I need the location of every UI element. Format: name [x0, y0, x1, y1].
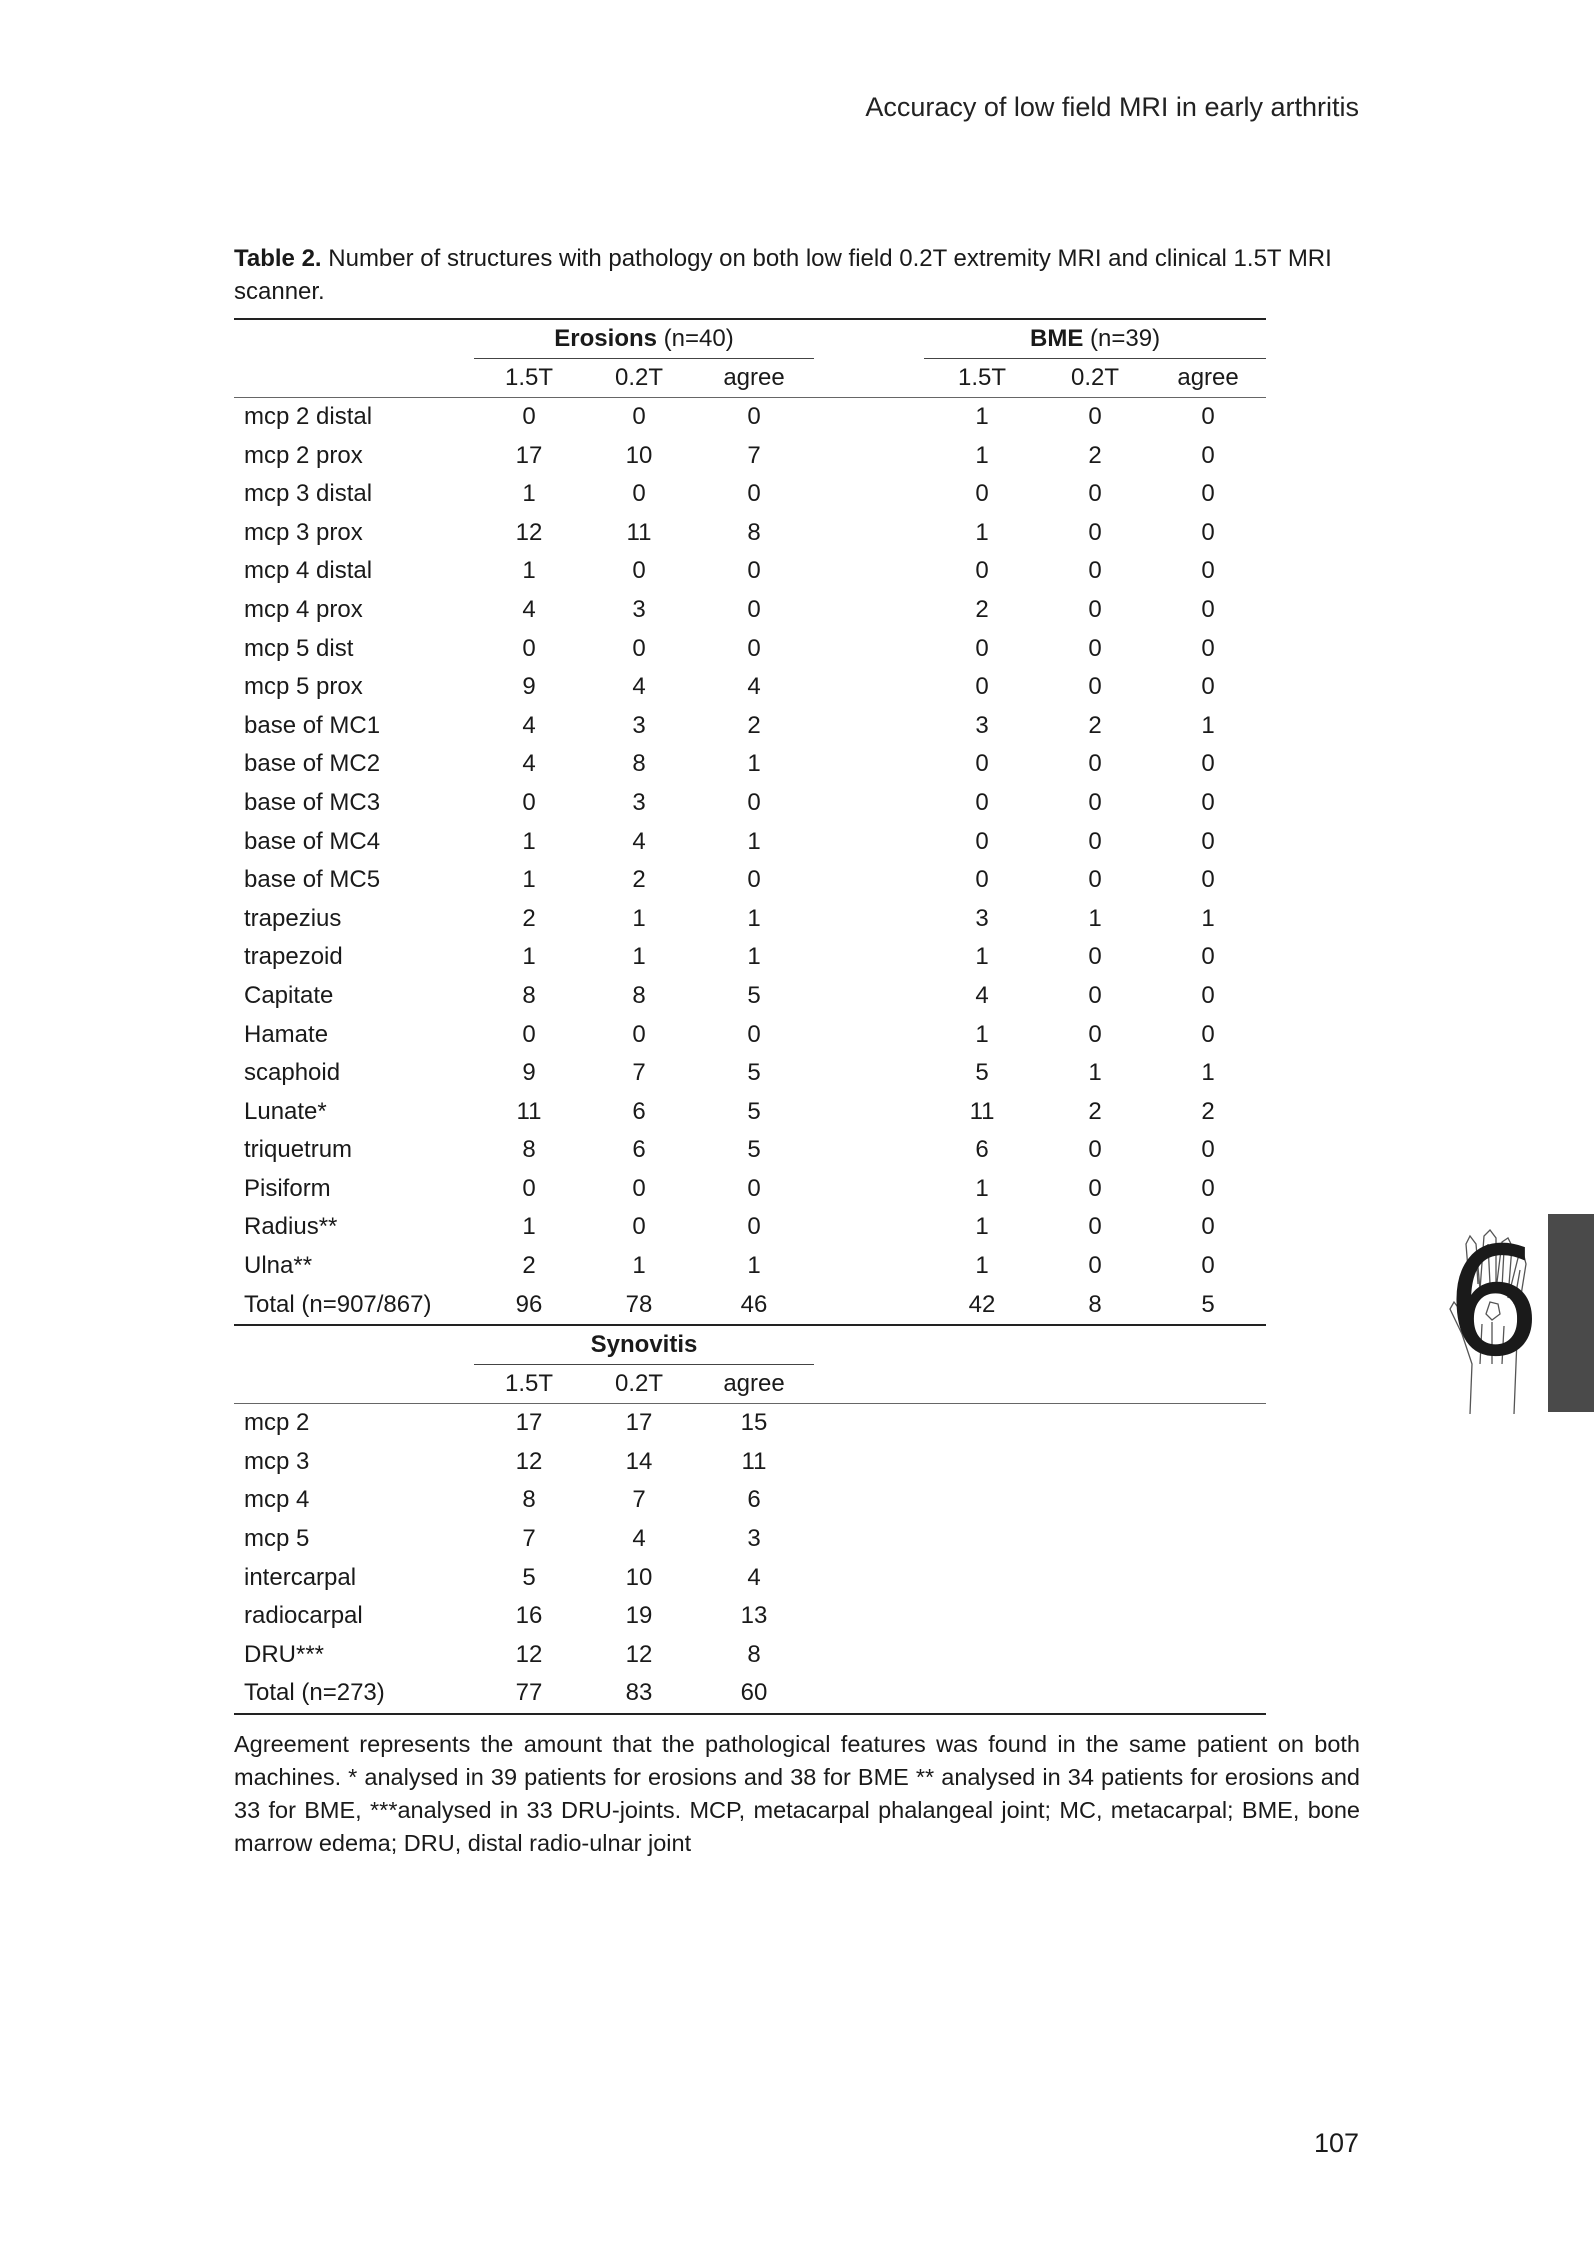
- table-cell: 0: [975, 480, 989, 508]
- table-cell: 4: [632, 827, 646, 855]
- table-cell: 0: [1201, 981, 1215, 1009]
- table-cell: 83: [584, 1674, 694, 1714]
- col-header: 0.2T: [1040, 359, 1150, 398]
- table-row: [234, 823, 1266, 862]
- table-cell: 0: [747, 1020, 761, 1048]
- table-cell: 17: [625, 1409, 653, 1437]
- table-cell: 1: [522, 866, 536, 894]
- table-cell: 1: [747, 904, 761, 932]
- table-cell: 1: [975, 1020, 989, 1048]
- table-row: [234, 437, 1266, 476]
- row-label: Total (n=907/867): [234, 1286, 474, 1326]
- table-cell: 2: [747, 711, 761, 739]
- row-label: radiocarpal: [244, 1602, 363, 1630]
- table-cell: 0: [1088, 557, 1102, 585]
- row-label: mcp 5: [244, 1525, 310, 1553]
- table-cell: 0: [1201, 1136, 1215, 1164]
- table-row: [234, 1443, 1266, 1482]
- table-cell: 42: [924, 1286, 1040, 1326]
- table-cell: 1: [632, 1252, 646, 1280]
- table-row: [234, 591, 1266, 630]
- table-cell: 0: [1201, 403, 1215, 430]
- table-cell: 1: [975, 403, 989, 430]
- caption-label: Table 2.: [234, 245, 322, 272]
- row-label: trapezoid: [244, 943, 343, 971]
- table-cell: 1: [747, 943, 761, 971]
- table-cell: 8: [747, 1640, 761, 1668]
- table-cell: 3: [975, 904, 989, 932]
- row-label: mcp 4 prox: [244, 595, 363, 623]
- row-label: mcp 4 distal: [244, 557, 373, 585]
- table-cell: 5: [975, 1059, 989, 1087]
- table-row: [234, 1131, 1266, 1170]
- table-cell: 8: [1040, 1286, 1150, 1326]
- table-cell: 0: [1088, 595, 1102, 623]
- table-cell: 46: [694, 1286, 814, 1326]
- table-cell: 0: [1201, 557, 1215, 585]
- table-row: [234, 1404, 1266, 1443]
- table-cell: 1: [1088, 904, 1102, 932]
- table-cell: 3: [632, 595, 646, 623]
- table-cell: 6: [747, 1486, 761, 1514]
- table-cell: 9: [522, 1059, 536, 1087]
- group-header-row: [234, 319, 1266, 359]
- table-cell: 0: [1201, 673, 1215, 701]
- table-cell: 0: [522, 634, 536, 662]
- row-label: Pisiform: [244, 1174, 331, 1202]
- table-row: [234, 552, 1266, 591]
- table-cell: 0: [632, 1213, 646, 1241]
- table-cell: 7: [632, 1486, 646, 1514]
- table-cell: 14: [625, 1447, 653, 1475]
- table-cell: 0: [1201, 1252, 1215, 1280]
- table-row: [234, 745, 1266, 784]
- table-cell: 2: [975, 595, 989, 623]
- table-row: [234, 1093, 1266, 1132]
- table-cell: 12: [625, 1640, 653, 1668]
- column-header-row: [234, 359, 1266, 398]
- table-cell: 7: [747, 441, 761, 469]
- table-cell: 0: [747, 557, 761, 585]
- page-number: 107: [1313, 2128, 1359, 2158]
- table-cell: 0: [1088, 1252, 1102, 1280]
- row-label: mcp 3: [244, 1447, 310, 1475]
- table-cell: 1: [1201, 904, 1215, 932]
- table-cell: 0: [1088, 403, 1102, 430]
- table-cell: 1: [975, 1174, 989, 1202]
- table-row: [234, 784, 1266, 823]
- table-caption: [234, 242, 1360, 308]
- table-cell: 8: [522, 981, 536, 1009]
- table-cell: 0: [522, 788, 536, 816]
- table-cell: 4: [522, 595, 536, 623]
- table-cell: 77: [474, 1674, 584, 1714]
- table-cell: 0: [747, 1174, 761, 1202]
- table-cell: 11: [626, 518, 652, 546]
- table-cell: 3: [747, 1525, 761, 1553]
- table-cell: 0: [1088, 1213, 1102, 1241]
- synovitis-group-name: Synovitis: [590, 1331, 698, 1359]
- row-label: mcp 3 prox: [244, 518, 363, 546]
- col-header: agree: [694, 359, 814, 398]
- table-cell: 8: [747, 518, 761, 546]
- table-cell: 0: [1201, 750, 1215, 778]
- row-label: mcp 2: [244, 1409, 310, 1437]
- table-cell: 96: [474, 1286, 584, 1326]
- table-row: [234, 1170, 1266, 1209]
- row-label: base of MC4: [244, 827, 381, 855]
- row-label: base of MC5: [244, 866, 381, 894]
- table-cell: 0: [1088, 480, 1102, 508]
- table-cell: 4: [522, 711, 536, 739]
- chapter-number: 6: [1446, 1216, 1542, 1390]
- col-header: agree: [1150, 359, 1266, 398]
- table-row: [234, 1481, 1266, 1520]
- table-cell: 0: [1088, 866, 1102, 894]
- table-cell: 6: [632, 1136, 646, 1164]
- table-cell: 5: [747, 1059, 761, 1087]
- table-cell: 0: [1201, 827, 1215, 855]
- row-label: DRU***: [244, 1640, 325, 1668]
- row-label: mcp 2 prox: [244, 441, 363, 469]
- table-footnote: Agreement represents the amount that the pathological features was found in the same patient on both machines. * analysed in 39 patients for erosions and 38 for BME ** analysed in 34 patients for erosions and 33 for BME, ***analysed in 33 DRU-joints. MCP, metacarpal phalangeal joint; MC, metacarpal; BME, bone marrow edema; DRU, distal radio-ulnar joint: [234, 1731, 1360, 1856]
- table-cell: 0: [1201, 1213, 1215, 1241]
- table-cell: 4: [747, 1563, 761, 1591]
- table-cell: 17: [515, 1409, 543, 1437]
- row-label: intercarpal: [244, 1563, 357, 1591]
- bme-group-name: BME: [1030, 325, 1084, 352]
- table-cell: 0: [975, 673, 989, 701]
- table-cell: 19: [625, 1602, 653, 1630]
- table-cell: 0: [1201, 866, 1215, 894]
- table-cell: 1: [632, 904, 646, 932]
- table-cell: 11: [741, 1447, 767, 1475]
- table-cell: 1: [1088, 1059, 1102, 1087]
- table-cell: 0: [747, 480, 761, 508]
- table-cell: 7: [522, 1525, 536, 1553]
- table-row: [234, 630, 1266, 669]
- table-cell: 0: [1088, 518, 1102, 546]
- table-cell: 10: [625, 1563, 653, 1591]
- table-cell: 0: [1201, 595, 1215, 623]
- table-cell: 9: [522, 673, 536, 701]
- table-cell: 2: [1088, 1097, 1102, 1125]
- table-cell: 7: [632, 1059, 646, 1087]
- table-cell: 0: [1088, 943, 1102, 971]
- table-cell: 0: [747, 1213, 761, 1241]
- row-label: Radius**: [244, 1213, 338, 1241]
- table-cell: 0: [747, 634, 761, 662]
- col-header: agree: [694, 1365, 814, 1404]
- table-row: [234, 514, 1266, 553]
- table-row: [234, 1559, 1266, 1598]
- table-cell: 13: [740, 1602, 768, 1630]
- table-cell: 4: [632, 1525, 646, 1553]
- col-header: 0.2T: [584, 1365, 694, 1404]
- table-cell: 0: [747, 403, 761, 430]
- table-row: [234, 1208, 1266, 1247]
- table-cell: 0: [632, 480, 646, 508]
- row-label: base of MC3: [244, 788, 381, 816]
- table-cell: 0: [632, 557, 646, 585]
- table-cell: 17: [515, 441, 543, 469]
- table-row: [234, 1016, 1266, 1055]
- table-row: [234, 861, 1266, 900]
- bme-group-n: (n=39): [1083, 325, 1161, 352]
- table-cell: 0: [1088, 1174, 1102, 1202]
- table-cell: 1: [522, 943, 536, 971]
- col-header: 1.5T: [924, 359, 1040, 398]
- table-cell: 1: [747, 750, 761, 778]
- table-cell: 4: [522, 750, 536, 778]
- table-cell: 0: [632, 403, 646, 430]
- table-row: [234, 900, 1266, 939]
- table-row: [234, 707, 1266, 746]
- chapter-tab: [1548, 1214, 1594, 1412]
- row-label: triquetrum: [244, 1136, 353, 1164]
- table-cell: 5: [1150, 1286, 1266, 1326]
- table-cell: 0: [1201, 480, 1215, 508]
- table-cell: 11: [516, 1097, 542, 1125]
- table-cell: 0: [1088, 827, 1102, 855]
- table-cell: 1: [522, 1213, 536, 1241]
- col-header: 0.2T: [584, 359, 694, 398]
- running-title: Accuracy of low field MRI in early arthritis: [865, 92, 1359, 122]
- table-row: [234, 938, 1266, 977]
- row-label: Capitate: [244, 981, 334, 1009]
- table-cell: 0: [747, 866, 761, 894]
- table-cell: 0: [747, 595, 761, 623]
- table-cell: 1: [975, 518, 989, 546]
- row-label: mcp 3 distal: [244, 480, 373, 508]
- table-cell: 1: [632, 943, 646, 971]
- table-cell: 1: [975, 943, 989, 971]
- table-cell: 0: [1201, 518, 1215, 546]
- row-label: Lunate*: [244, 1097, 327, 1125]
- table-cell: 1: [1201, 711, 1215, 739]
- row-label: base of MC1: [244, 711, 381, 739]
- table-cell: 8: [632, 981, 646, 1009]
- table-cell: 0: [632, 634, 646, 662]
- synovitis-column-header-row: [234, 1365, 1266, 1404]
- table-row: [234, 1520, 1266, 1559]
- table-cell: 4: [632, 673, 646, 701]
- table-cell: 0: [1088, 634, 1102, 662]
- table-cell: 0: [1088, 1020, 1102, 1048]
- table-cell: 6: [975, 1136, 989, 1164]
- table-row: [234, 1054, 1266, 1093]
- table-cell: 12: [515, 518, 543, 546]
- table-cell: 5: [747, 1097, 761, 1125]
- table-cell: 15: [740, 1409, 768, 1437]
- table-cell: 0: [1088, 750, 1102, 778]
- table-cell: 2: [522, 904, 536, 932]
- table-cell: 8: [522, 1136, 536, 1164]
- table-cell: 60: [694, 1674, 814, 1714]
- table-cell: 0: [975, 634, 989, 662]
- table-cell: 3: [975, 711, 989, 739]
- table-cell: 0: [975, 557, 989, 585]
- row-label: mcp 4: [244, 1486, 310, 1514]
- table-cell: 6: [632, 1097, 646, 1125]
- table-cell: 2: [1088, 711, 1102, 739]
- table-cell: 2: [1201, 1097, 1215, 1125]
- table-cell: 1: [522, 480, 536, 508]
- table-cell: 10: [625, 441, 653, 469]
- table-cell: 78: [584, 1286, 694, 1326]
- table-cell: 12: [515, 1447, 543, 1475]
- table-cell: 5: [747, 981, 761, 1009]
- row-label: Ulna**: [244, 1252, 313, 1280]
- table-cell: 8: [632, 750, 646, 778]
- caption-text: Number of structures with pathology on both low field 0.2T extremity MRI and clinical 1.5T MRI scanner.: [234, 245, 1332, 305]
- table-row: [234, 977, 1266, 1016]
- row-label: mcp 5 dist: [244, 634, 354, 662]
- table-cell: 0: [1201, 1174, 1215, 1202]
- table-cell: 1: [522, 557, 536, 585]
- table-cell: 0: [632, 1020, 646, 1048]
- table-row: [234, 1674, 1266, 1714]
- table-cell: 0: [522, 1174, 536, 1202]
- table-cell: 0: [975, 827, 989, 855]
- table-cell: 3: [632, 711, 646, 739]
- table-cell: 0: [1201, 788, 1215, 816]
- table-cell: 0: [522, 403, 536, 430]
- table-cell: 3: [632, 788, 646, 816]
- table-cell: 0: [975, 866, 989, 894]
- table-cell: 0: [632, 1174, 646, 1202]
- table-cell: 0: [1088, 673, 1102, 701]
- table-cell: 1: [522, 827, 536, 855]
- table-cell: 11: [969, 1097, 995, 1125]
- erosions-group-name: Erosions: [554, 325, 657, 352]
- erosions-group-n: (n=40): [657, 325, 734, 352]
- row-label: trapezius: [244, 904, 342, 932]
- table-cell: 0: [1088, 788, 1102, 816]
- table-cell: 4: [747, 673, 761, 701]
- synovitis-group-row: [234, 1325, 1266, 1365]
- row-label: Total (n=273): [234, 1674, 474, 1714]
- table-cell: 1: [1201, 1059, 1215, 1087]
- table-cell: 0: [1201, 634, 1215, 662]
- table-row: [234, 668, 1266, 707]
- table-cell: 4: [975, 981, 989, 1009]
- table-row: [234, 398, 1266, 437]
- table-cell: 0: [1201, 943, 1215, 971]
- table-row: [234, 475, 1266, 514]
- col-header: 1.5T: [474, 359, 584, 398]
- table-cell: 0: [1088, 981, 1102, 1009]
- results-table: [234, 318, 1266, 1715]
- table-row: [234, 1286, 1266, 1326]
- table-row: [234, 1247, 1266, 1286]
- table-cell: 2: [1088, 441, 1102, 469]
- table-cell: 1: [975, 1213, 989, 1241]
- table-cell: 0: [747, 788, 761, 816]
- row-label: mcp 5 prox: [244, 673, 363, 701]
- table-cell: 0: [1088, 1136, 1102, 1164]
- table-cell: 16: [515, 1602, 543, 1630]
- table-cell: 0: [1201, 1020, 1215, 1048]
- table-cell: 5: [747, 1136, 761, 1164]
- table-row: [234, 1597, 1266, 1636]
- table-cell: 0: [522, 1020, 536, 1048]
- table-cell: 12: [515, 1640, 543, 1668]
- table-cell: 0: [975, 750, 989, 778]
- table-cell: 2: [632, 866, 646, 894]
- table-cell: 1: [975, 1252, 989, 1280]
- table-cell: 1: [747, 827, 761, 855]
- row-label: Hamate: [244, 1020, 329, 1048]
- row-label: scaphoid: [244, 1059, 341, 1087]
- col-header: 1.5T: [474, 1365, 584, 1404]
- table-cell: 1: [975, 441, 989, 469]
- table-cell: 8: [522, 1486, 536, 1514]
- table-cell: 2: [522, 1252, 536, 1280]
- table-cell: 5: [522, 1563, 536, 1591]
- row-label: mcp 2 distal: [244, 403, 373, 430]
- table-cell: 1: [747, 1252, 761, 1280]
- table-cell: 0: [1201, 441, 1215, 469]
- row-label: base of MC2: [244, 750, 381, 778]
- table-cell: 0: [975, 788, 989, 816]
- table-row: [234, 1636, 1266, 1675]
